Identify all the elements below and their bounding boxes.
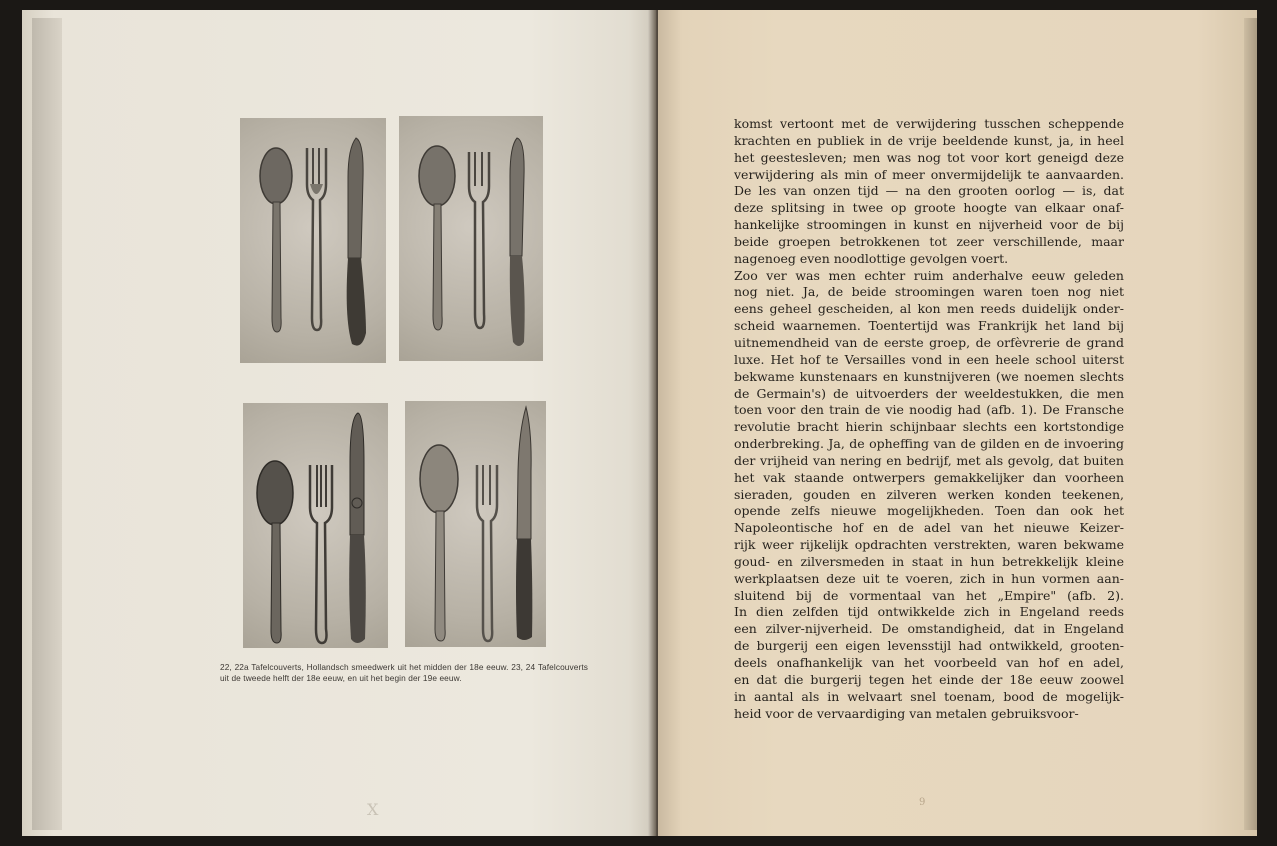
page-edges-right: [1244, 18, 1257, 830]
text-line: luxe. Het hof te Versailles vond in een heele school uiterst: [734, 351, 1124, 367]
text-line: eens geheel gescheiden, al kon men reeds duidelijk onder-: [734, 301, 1124, 317]
text-line: het vak staande ontwerpers gemakkelijker dan voorheen: [734, 469, 1124, 485]
cutlery-photo-22: [240, 118, 386, 363]
text-line: en dat die burgerij tegen het einde der 18e eeuw zoowel: [734, 671, 1124, 687]
text-line: deels onafhankelijk van het voorbeeld van hof en adel,: [734, 655, 1124, 670]
text-line: een zilver-nijverheid. De omstandigheid, dat in Engeland: [734, 621, 1124, 637]
text-line: heid voor de vervaardiging van metalen gebruiksvoor-: [734, 705, 1079, 721]
text-line: de burgerij een eigen levensstijl had ontwikkeld, grooten-: [734, 638, 1124, 654]
text-line: Napoleontische hof en de adel van het nieuwe Keizer-: [734, 520, 1124, 536]
text-line: goud- en zilversmeden in staat in hun betrekkelijk kleine: [734, 553, 1124, 569]
spoon-icon: [257, 461, 293, 643]
text-line: sieraden, gouden en zilveren werken konden teekenen,: [734, 486, 1124, 502]
text-line: In dien zelfden tijd ontwikkelde zich in Engeland reeds: [734, 604, 1124, 620]
text-line: de Germain's) de uitvoerders der weeldestukken, die men: [734, 385, 1124, 401]
cutlery-photo-23: [243, 403, 388, 648]
knife-icon: [516, 407, 532, 640]
text-line: in aantal als in welvaart snel toenam, bood de mogelijk-: [734, 688, 1124, 704]
plate-22a: [399, 116, 543, 361]
open-book: [22, 10, 1257, 836]
knife-icon: [349, 413, 366, 643]
page-number-left: X: [367, 800, 379, 819]
page-number-right: 9: [919, 797, 926, 808]
text-line: sluitend bij de vormentaal van het „Empire" (afb. 2).: [734, 587, 1124, 603]
fork-icon: [307, 148, 326, 330]
text-line: nog niet. Ja, de beide stroomingen waren toen nog niet: [734, 284, 1124, 300]
text-line: opende zelfs nieuwe mogelijkheden. Toen dan ook het: [734, 503, 1124, 519]
fork-icon: [310, 465, 332, 643]
text-line: revolutie bracht hierin schijnbaar slechts een kortstondige: [734, 419, 1124, 435]
text-line: deze splitsing in twee op groote hoogte van elkaar onaf-: [734, 200, 1124, 216]
spoon-icon: [420, 445, 458, 641]
figure-caption: 22, 22a Tafelcouverts, Hollandsch smeedwerk uit het midden der 18e eeuw. 23, 24 Tafelcouverts uit de tweede helft der 18e eeuw, en uit het begin der 19e eeuw.: [220, 662, 588, 683]
plate-24: [405, 401, 546, 647]
text-line: werkplaatsen deze uit te voeren, zich in hun vormen aan-: [734, 570, 1124, 586]
text-line: rijk weer rijkelijk opdrachten verstrekten, waren bekwame: [734, 537, 1124, 553]
text-line: De les van onzen tijd — na den grooten oorlog — is, dat: [734, 183, 1124, 199]
cutlery-photo-22a: [399, 116, 543, 361]
body-text: [734, 116, 1124, 722]
left-page: [22, 10, 654, 836]
text-line: onderbreking. Ja, de opheffing van de gilden en de invoering: [734, 436, 1124, 452]
text-line: komst vertoont met de verwijdering tusschen scheppende: [734, 116, 1124, 131]
text-line: uitnemendheid van de eerste groep, de orfèvrerie de grand: [734, 334, 1124, 350]
fork-icon: [477, 465, 497, 641]
text-line: Zoo ver was men echter ruim anderhalve eeuw geleden: [734, 267, 1124, 283]
spoon-icon: [260, 148, 292, 332]
knife-icon: [347, 138, 366, 346]
fork-icon: [469, 152, 489, 328]
text-line: beide groepen betrokkenen tot zeer verschillende, maar: [734, 233, 1124, 249]
text-line: hankelijke stroomingen in kunst en nijverheid voor de bij: [734, 217, 1124, 233]
spoon-icon: [419, 146, 455, 330]
page-edges-left: [32, 18, 62, 830]
text-line: krachten en publiek in de vrije beeldende kunst, ja, in heel: [734, 132, 1124, 148]
text-line: der vrijheid van nering en bedrijf, met als gevolg, dat buiten: [734, 452, 1124, 468]
text-line: toen voor den train de vie noodig had (afb. 1). De Fransche: [734, 402, 1124, 418]
text-line: verwijdering als min of meer onvermijdelijk te aanvaarden.: [734, 166, 1124, 182]
plate-23: [243, 403, 388, 648]
knife-icon: [510, 138, 525, 346]
text-line: het geestesleven; men was nog tot voor kort geneigd deze: [734, 149, 1124, 165]
text-line: nagenoeg even noodlottige gevolgen voert.: [734, 250, 1009, 266]
text-line: scheid waarnemen. Toentertijd was Frankrijk het land bij: [734, 318, 1124, 334]
plate-22: [240, 118, 386, 363]
text-line: bekwame kunstenaars en kunstnijveren (we noemen slechts: [734, 368, 1124, 384]
cutlery-photo-24: [405, 401, 546, 647]
